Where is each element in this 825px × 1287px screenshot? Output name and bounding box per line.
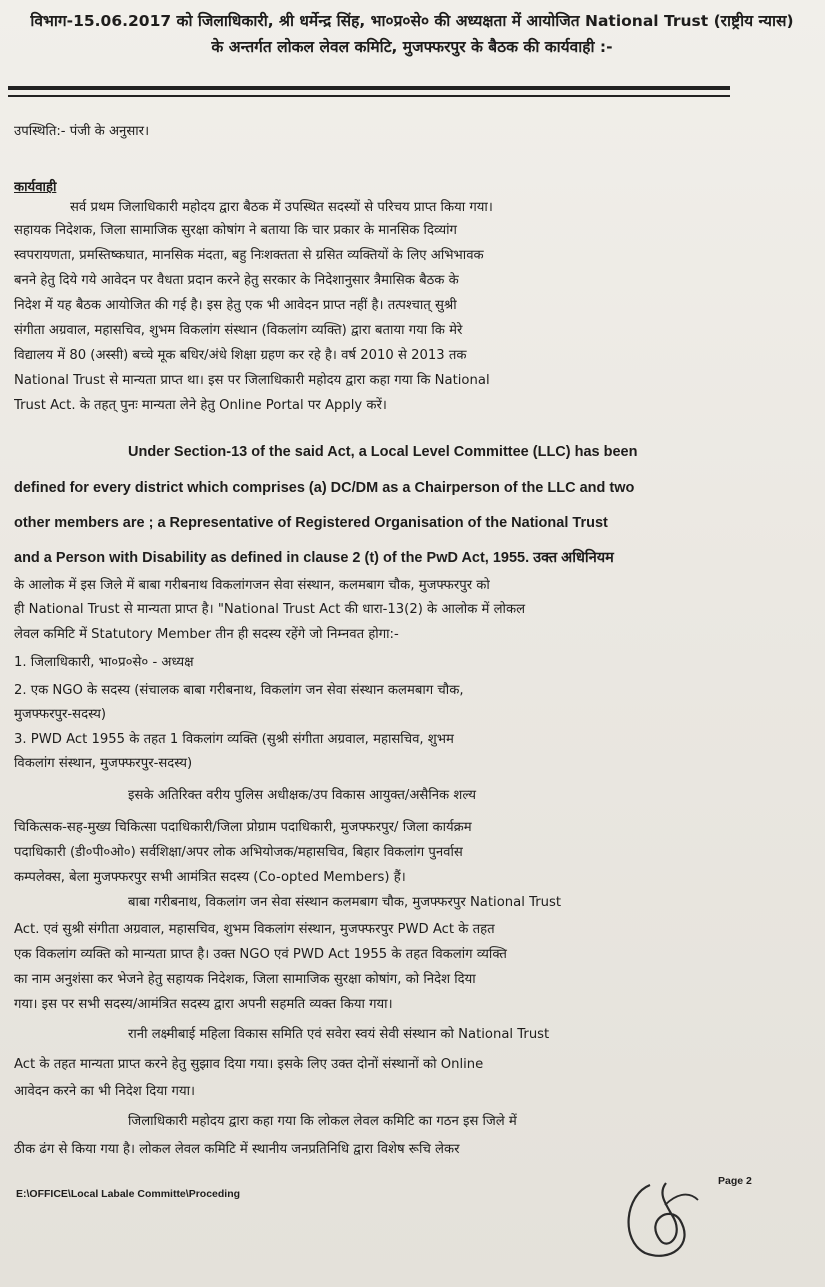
body-line: संगीता अग्रवाल, महासचिव, शुभम विकलांग संस्थान (विकलांग व्यक्ति) द्वारा बताया गया कि मेरे	[14, 323, 463, 338]
body-line: एक विकलांग व्यक्ति को मान्यता प्राप्त है। उक्त NGO एवं PWD Act 1955 के तहत विकलांग व्यक्ति	[14, 947, 507, 962]
body-line: Act के तहत मान्यता प्राप्त करने हेतु सुझाव दिया गया। इसके लिए उक्त दोनों संस्थानों को Online	[14, 1057, 484, 1072]
body-line: आवेदन करने का भी निदेश दिया गया।	[14, 1084, 196, 1099]
body-line: बनने हेतु दिये गये आवेदन पर वैधता प्रदान करने हेतु सरकार के निदेशानुसार त्रैमासिक बैठक के	[14, 273, 459, 288]
body-line: लेवल कमिटि में Statutory Member तीन ही सदस्य रहेंगे जो निम्नवत होगा:-	[14, 627, 399, 642]
title-divider-thin	[8, 95, 730, 97]
list-item-1: 1. जिलाधिकारी, भा०प्र०से० - अध्यक्ष	[14, 655, 194, 670]
body-line: National Trust से मान्यता प्राप्त था। इस पर जिलाधिकारी महोदय द्वारा कहा गया कि National	[14, 373, 490, 388]
body-line: का नाम अनुशंसा कर भेजने हेतु सहायक निदेशक, जिला सामाजिक सुरक्षा कोषांग, को निदेश दिया	[14, 972, 476, 987]
body-line-english: defined for every district which comprises (a) DC/DM as a Chairperson of the LLC and two	[14, 480, 635, 496]
body-line: पदाधिकारी (डी०पी०ओ०) सर्वशिक्षा/अपर लोक अभियोजक/महासचिव, बिहार विकलांग पुनर्वास	[14, 845, 463, 860]
body-line: विद्यालय में 80 (अस्सी) बच्चे मूक बधिर/अंधे शिक्षा ग्रहण कर रहे है। वर्ष 2010 से 2013 तक	[14, 348, 467, 363]
list-item-2: 2. एक NGO के सदस्य (संचालक बाबा गरीबनाथ, विकलांग जन सेवा संस्थान कलमबाग चौक,	[14, 683, 464, 698]
body-line: निदेश में यह बैठक आयोजित की गई है। इस हेतु एक भी आवेदन प्राप्त नहीं है। तत्पश्चात् सुश्री	[14, 298, 457, 313]
document-title: विभाग-15.06.2017 को जिलाधिकारी, श्री धर्मेन्द्र सिंह, भा०प्र०से० की अध्यक्षता में आयोजित National Trust (राष्ट्रीय न्यास) के अन्तर्गत लोकल लेवल कमिटि, मुजफ्फरपुर के बैठक की कार्यवाही :-	[30, 12, 794, 56]
title-divider	[8, 86, 730, 90]
body-line: कम्पलेक्स, बेला मुजफ्फरपुर सभी आमंत्रित सदस्य (Co-opted Members) हैं।	[14, 870, 406, 885]
body-line: Trust Act. के तहत् पुनः मान्यता लेने हेतु Online Portal पर Apply करें।	[14, 398, 387, 413]
body-line-english: and a Person with Disability as defined in clause 2 (t) of the PwD Act, 1955. उक्त अधिनियम	[14, 550, 614, 566]
body-line: ही National Trust से मान्यता प्राप्त है। "National Trust Act की धारा-13(2) के आलोक में लोकल	[14, 602, 526, 617]
list-item-3: 3. PWD Act 1955 के तहत 1 विकलांग व्यक्ति (सुश्री संगीता अग्रवाल, महासचिव, शुभम	[14, 732, 454, 747]
attendance-line: उपस्थिति:- पंजी के अनुसार।	[14, 124, 150, 139]
body-line: सहायक निदेशक, जिला सामाजिक सुरक्षा कोषांग ने बताया कि चार प्रकार के मानसिक दिव्यांग	[14, 223, 457, 238]
page-number: Page 2	[718, 1175, 752, 1187]
section-heading: कार्यवाही	[14, 180, 57, 195]
body-line: चिकित्सक-सह-मुख्य चिकित्सा पदाधिकारी/जिला प्रोग्राम पदाधिकारी, मुजफ्फरपुर/ जिला कार्यक्रम	[14, 820, 472, 835]
body-line: जिलाधिकारी महोदय द्वारा कहा गया कि लोकल लेवल कमिटि का गठन इस जिले में	[128, 1114, 517, 1129]
body-line: सर्व प्रथम जिलाधिकारी महोदय द्वारा बैठक में उपस्थित सदस्यों से परिचय प्राप्त किया गया।	[70, 200, 493, 215]
body-line-english: Under Section-13 of the said Act, a Local Level Committee (LLC) has been	[128, 444, 638, 460]
body-line: Act. एवं सुश्री संगीता अग्रवाल, महासचिव, शुभम विकलांग संस्थान, मुजफ्फरपुर PWD Act के तहत	[14, 922, 495, 937]
body-line: बाबा गरीबनाथ, विकलांग जन सेवा संस्थान कलमबाग चौक, मुजफ्फरपुर National Trust	[128, 895, 562, 910]
body-line: रानी लक्ष्मीबाई महिला विकास समिति एवं सवेरा स्वयं सेवी संस्थान को National Trust	[128, 1027, 550, 1042]
body-line: गया। इस पर सभी सदस्य/आमंत्रित सदस्य द्वारा अपनी सहमति व्यक्त किया गया।	[14, 997, 393, 1012]
footer-file-path: E:\OFFICE\Local Labale Committe\Proceding	[16, 1188, 241, 1200]
list-item-3-cont: विकलांग संस्थान, मुजफ्फरपुर-सदस्य)	[14, 756, 193, 771]
signature-mark	[610, 1165, 720, 1265]
body-line-english: other members are ; a Representative of Registered Organisation of the National Trust	[14, 515, 608, 531]
body-line: ठीक ढंग से किया गया है। लोकल लेवल कमिटि में स्थानीय जनप्रतिनिधि द्वारा विशेष रूचि लेकर	[14, 1142, 460, 1157]
list-item-2-cont: मुजफ्फरपुर-सदस्य)	[14, 707, 107, 722]
body-line: स्वपरायणता, प्रमस्तिष्कघात, मानसिक मंदता, बहु निःशक्तता से ग्रसित व्यक्तियों के लिए अभिभावक	[14, 248, 484, 263]
body-line: इसके अतिरिक्त वरीय पुलिस अधीक्षक/उप विकास आयुक्त/असैनिक शल्य	[128, 788, 477, 803]
body-line: के आलोक में इस जिले में बाबा गरीबनाथ विकलांगजन सेवा संस्थान, कलमबाग चौक, मुजफ्फरपुर को	[14, 578, 490, 593]
